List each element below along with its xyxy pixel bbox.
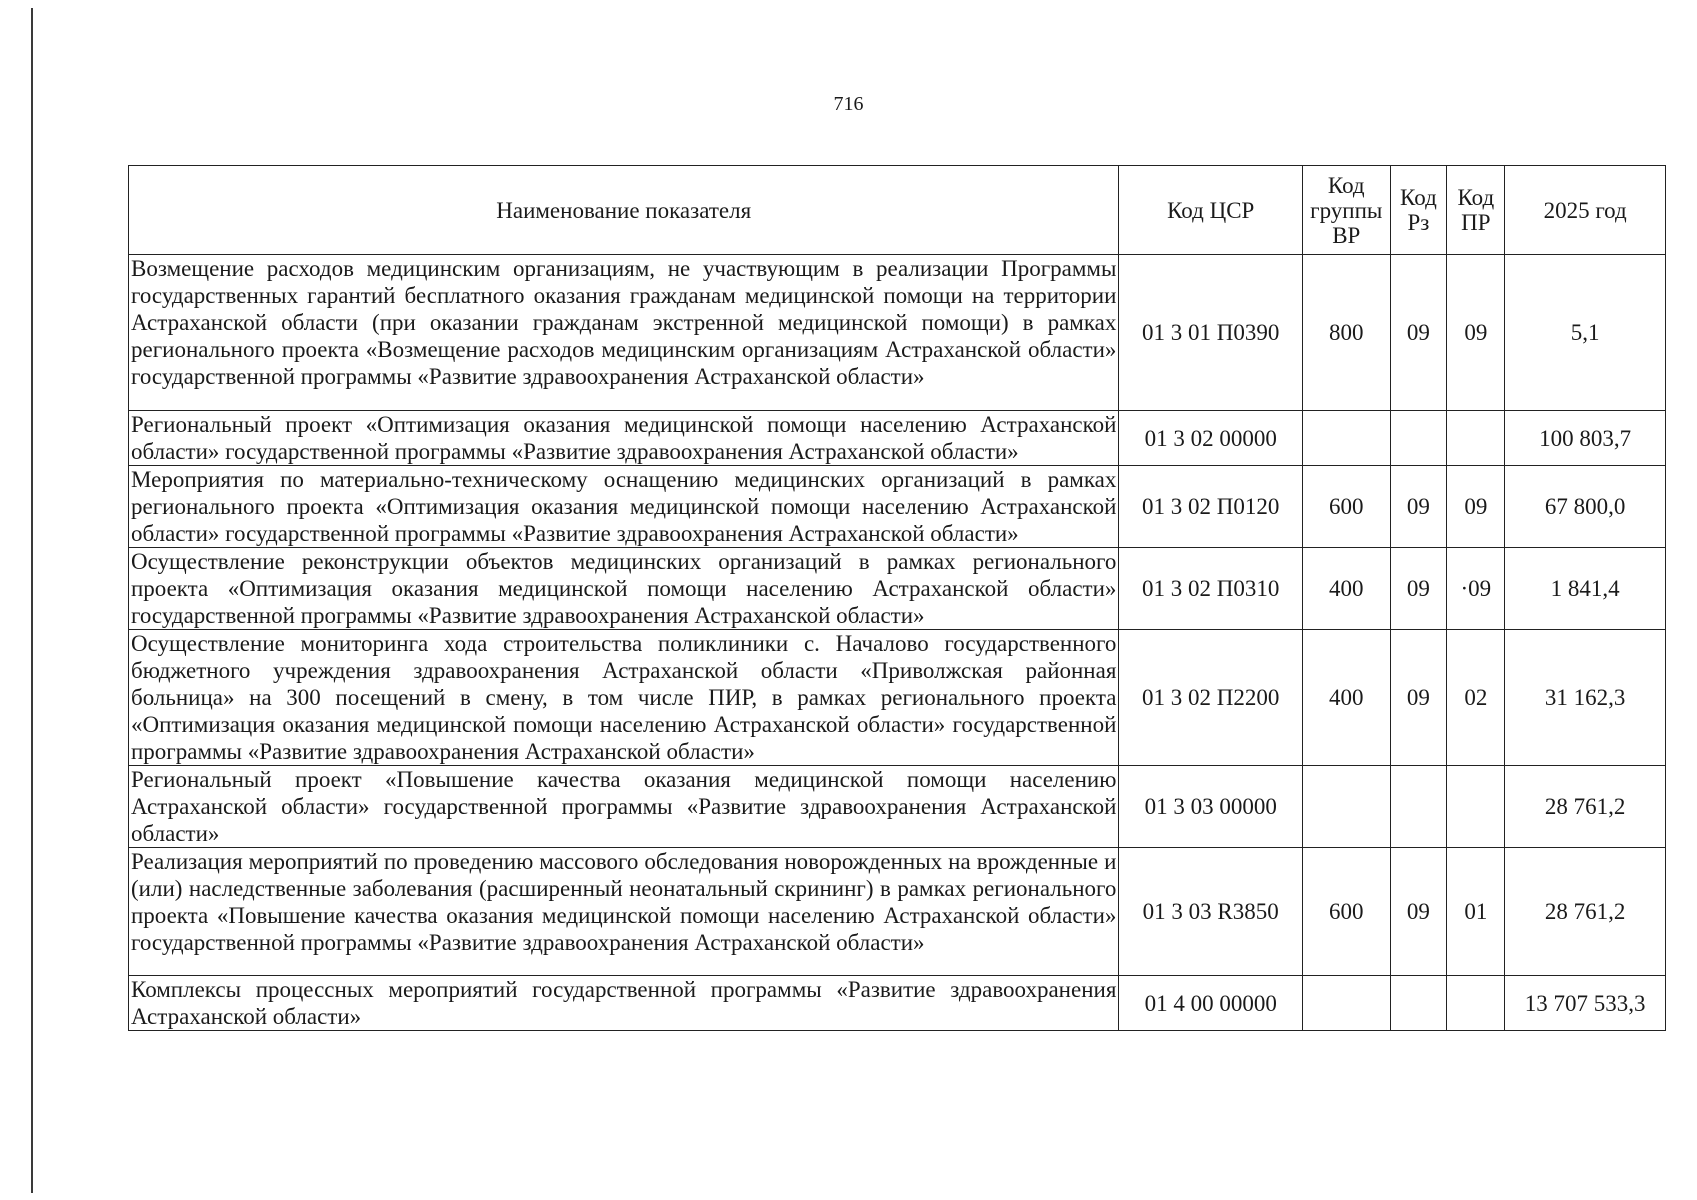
- row-amount: 67 800,0: [1505, 466, 1666, 548]
- row-amount: 13 707 533,3: [1505, 976, 1666, 1031]
- row-rz-code: [1390, 766, 1447, 848]
- table-row: [129, 466, 1666, 548]
- row-csr-code: 01 3 03 R3850: [1119, 848, 1303, 976]
- table-row: [129, 848, 1666, 976]
- row-csr-code: 01 3 02 П0310: [1119, 548, 1303, 630]
- row-pr-code: [1447, 976, 1505, 1031]
- row-vr-code: 600: [1303, 848, 1390, 976]
- row-amount: 28 761,2: [1505, 848, 1666, 976]
- table-row: [129, 976, 1666, 1031]
- row-csr-code: 01 3 03 00000: [1119, 766, 1303, 848]
- row-csr-code: 01 3 02 00000: [1119, 411, 1303, 466]
- row-csr-code: 01 3 02 П2200: [1119, 630, 1303, 766]
- header-row: [129, 166, 1666, 255]
- row-vr-code: 400: [1303, 548, 1390, 630]
- row-name: Осуществление реконструкции объектов медицинских организаций в рамках регионального проекта «Оптимизация оказания медицинской помощи населению Астраханской области» государственной программы «Развитие здравоохранения Астраханской области»: [129, 548, 1119, 630]
- table-row: [129, 766, 1666, 848]
- row-csr-code: 01 3 01 П0390: [1119, 255, 1303, 411]
- row-name: Региональный проект «Повышение качества оказания медицинской помощи населению Астраханской области» государственной программы «Развитие здравоохранения Астраханской области»: [129, 766, 1119, 848]
- row-name: Региональный проект «Оптимизация оказания медицинской помощи населению Астраханской области» государственной программы «Развитие здравоохранения Астраханской области»: [129, 411, 1119, 466]
- row-amount: 1 841,4: [1505, 548, 1666, 630]
- row-amount: 100 803,7: [1505, 411, 1666, 466]
- row-pr-code: ·09: [1447, 548, 1505, 630]
- row-pr-code: [1447, 411, 1505, 466]
- header-pr-code: Код ПР: [1447, 166, 1505, 255]
- row-pr-code: 09: [1447, 255, 1505, 411]
- header-year-2025: 2025 год: [1505, 166, 1666, 255]
- row-name: Осуществление мониторинга хода строительства поликлиники с. Началово государственного бюджетного учреждения здравоохранения Астраханской области «Приволжская районная больница» на 300 посещений в смену, в том числе ПИР, в рамках регионального проекта «Оптимизация оказания медицинской помощи населению Астраханской области» государственной программы «Развитие здравоохранения Астраханской области»: [129, 630, 1119, 766]
- page-number: 716: [833, 93, 864, 115]
- row-rz-code: 09: [1390, 630, 1447, 766]
- row-vr-code: [1303, 766, 1390, 848]
- row-name: Мероприятия по материально-техническому оснащению медицинских организаций в рамках регионального проекта «Оптимизация оказания медицинской помощи населению Астраханской области» государственной программы «Развитие здравоохранения Астраханской области»: [129, 466, 1119, 548]
- row-rz-code: [1390, 976, 1447, 1031]
- row-csr-code: 01 4 00 00000: [1119, 976, 1303, 1031]
- table-row: [129, 630, 1666, 766]
- row-pr-code: [1447, 766, 1505, 848]
- row-vr-code: 600: [1303, 466, 1390, 548]
- header-name: Наименование показателя: [129, 166, 1119, 255]
- row-amount: 31 162,3: [1505, 630, 1666, 766]
- header-rz-code: Код Рз: [1390, 166, 1447, 255]
- row-csr-code: 01 3 02 П0120: [1119, 466, 1303, 548]
- table-row: [129, 548, 1666, 630]
- header-csr-code: Код ЦСР: [1119, 166, 1303, 255]
- row-name: Комплексы процессных мероприятий государственной программы «Развитие здравоохранения Астраханской области»: [129, 976, 1119, 1031]
- row-rz-code: 09: [1390, 255, 1447, 411]
- row-rz-code: 09: [1390, 548, 1447, 630]
- row-name: Реализация мероприятий по проведению массового обследования новорожденных на врожденные и (или) наследственные заболевания (расширенный неонатальный скрининг) в рамках регионального проекта «Повышение качества оказания медицинской помощи населению Астраханской области» государственной программы «Развитие здравоохранения Астраханской области»: [129, 848, 1119, 976]
- header-vr-code: Код группы ВР: [1303, 166, 1390, 255]
- row-vr-code: [1303, 976, 1390, 1031]
- row-pr-code: 09: [1447, 466, 1505, 548]
- row-rz-code: 09: [1390, 848, 1447, 976]
- row-name: Возмещение расходов медицинским организациям, не участвующим в реализации Программы государственных гарантий бесплатного оказания гражданам медицинской помощи на территории Астраханской области (при оказании гражданам экстренной медицинской помощи) в рамках регионального проекта «Возмещение расходов медицинским организациям Астраханской области» государственной программы «Развитие здравоохранения Астраханской области»: [129, 255, 1119, 411]
- table-row: [129, 411, 1666, 466]
- row-rz-code: 09: [1390, 466, 1447, 548]
- row-amount: 28 761,2: [1505, 766, 1666, 848]
- budget-table: [128, 165, 1666, 1031]
- row-pr-code: 02: [1447, 630, 1505, 766]
- row-rz-code: [1390, 411, 1447, 466]
- row-pr-code: 01: [1447, 848, 1505, 976]
- row-vr-code: [1303, 411, 1390, 466]
- row-vr-code: 400: [1303, 630, 1390, 766]
- binding-margin-line: [31, 8, 33, 1193]
- table-row: [129, 255, 1666, 411]
- row-vr-code: 800: [1303, 255, 1390, 411]
- row-amount: 5,1: [1505, 255, 1666, 411]
